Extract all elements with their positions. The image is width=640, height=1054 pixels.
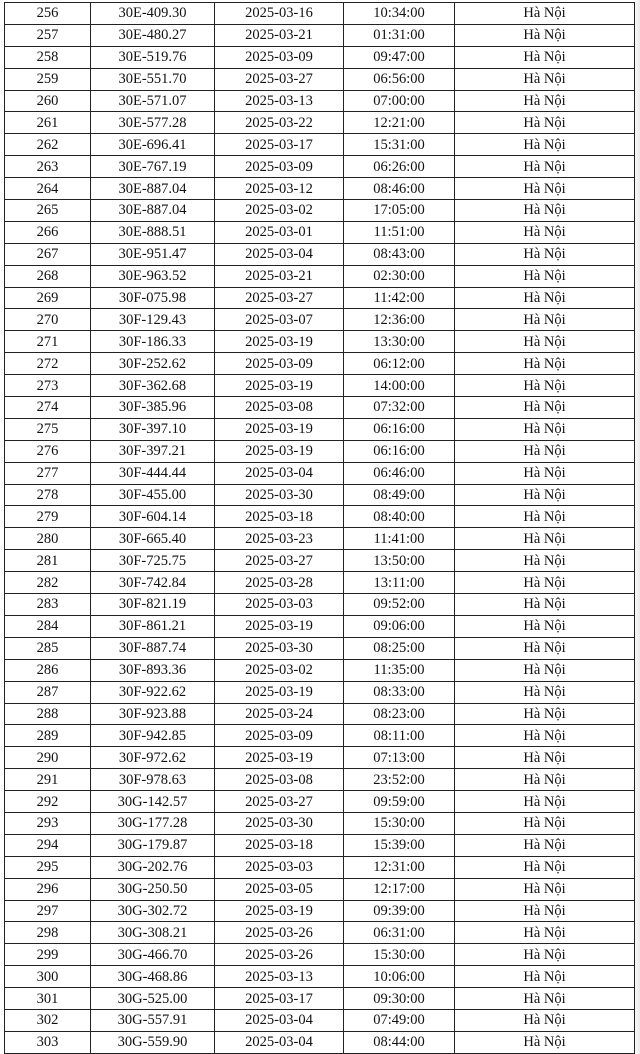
plate-cell: 30G-525.00	[91, 988, 215, 1010]
plate-cell: 30G-308.21	[91, 922, 215, 944]
location-cell: Hà Nội	[455, 900, 635, 922]
location-cell: Hà Nội	[455, 3, 635, 25]
plate-cell: 30F-129.43	[91, 309, 215, 331]
plate-cell: 30E-887.04	[91, 200, 215, 222]
table-row	[5, 68, 635, 90]
location-cell: Hà Nội	[455, 659, 635, 681]
date-cell: 2025-03-08	[215, 769, 344, 791]
time-cell: 09:59:00	[344, 791, 455, 813]
date-cell: 2025-03-09	[215, 46, 344, 68]
plate-cell: 30E-951.47	[91, 243, 215, 265]
plate-cell: 30F-922.62	[91, 681, 215, 703]
time-cell: 07:49:00	[344, 1009, 455, 1031]
location-cell: Hà Nội	[455, 506, 635, 528]
date-cell: 2025-03-30	[215, 484, 344, 506]
row-number-cell: 263	[5, 156, 91, 178]
date-cell: 2025-03-19	[215, 900, 344, 922]
date-cell: 2025-03-18	[215, 506, 344, 528]
time-cell: 09:52:00	[344, 594, 455, 616]
plate-cell: 30E-519.76	[91, 46, 215, 68]
plate-cell: 30G-179.87	[91, 834, 215, 856]
table-row	[5, 506, 635, 528]
time-cell: 06:16:00	[344, 418, 455, 440]
plate-cell: 30F-444.44	[91, 462, 215, 484]
table-row	[5, 1031, 635, 1053]
time-cell: 08:40:00	[344, 506, 455, 528]
row-number-cell: 297	[5, 900, 91, 922]
date-cell: 2025-03-03	[215, 594, 344, 616]
date-cell: 2025-03-27	[215, 550, 344, 572]
row-number-cell: 270	[5, 309, 91, 331]
location-cell: Hà Nội	[455, 615, 635, 637]
row-number-cell: 277	[5, 462, 91, 484]
table-row	[5, 856, 635, 878]
date-cell: 2025-03-22	[215, 112, 344, 134]
location-cell: Hà Nội	[455, 331, 635, 353]
date-cell: 2025-03-02	[215, 200, 344, 222]
date-cell: 2025-03-03	[215, 856, 344, 878]
date-cell: 2025-03-27	[215, 287, 344, 309]
plate-cell: 30E-480.27	[91, 24, 215, 46]
date-cell: 2025-03-01	[215, 221, 344, 243]
location-cell: Hà Nội	[455, 922, 635, 944]
plate-cell: 30E-577.28	[91, 112, 215, 134]
table-row	[5, 156, 635, 178]
table-row	[5, 594, 635, 616]
table-row	[5, 243, 635, 265]
row-number-cell: 275	[5, 418, 91, 440]
time-cell: 09:47:00	[344, 46, 455, 68]
table-row	[5, 440, 635, 462]
location-cell: Hà Nội	[455, 834, 635, 856]
location-cell: Hà Nội	[455, 309, 635, 331]
location-cell: Hà Nội	[455, 812, 635, 834]
date-cell: 2025-03-04	[215, 1031, 344, 1053]
location-cell: Hà Nội	[455, 1009, 635, 1031]
plate-cell: 30E-551.70	[91, 68, 215, 90]
table-row	[5, 659, 635, 681]
plate-cell: 30G-250.50	[91, 878, 215, 900]
table-row	[5, 703, 635, 725]
row-number-cell: 278	[5, 484, 91, 506]
table-row	[5, 375, 635, 397]
row-number-cell: 268	[5, 265, 91, 287]
table-row	[5, 90, 635, 112]
date-cell: 2025-03-04	[215, 1009, 344, 1031]
time-cell: 11:35:00	[344, 659, 455, 681]
plate-cell: 30F-362.68	[91, 375, 215, 397]
time-cell: 06:31:00	[344, 922, 455, 944]
table-row	[5, 178, 635, 200]
location-cell: Hà Nội	[455, 156, 635, 178]
time-cell: 06:56:00	[344, 68, 455, 90]
location-cell: Hà Nội	[455, 1031, 635, 1053]
location-cell: Hà Nội	[455, 68, 635, 90]
location-cell: Hà Nội	[455, 528, 635, 550]
row-number-cell: 256	[5, 3, 91, 25]
time-cell: 09:39:00	[344, 900, 455, 922]
date-cell: 2025-03-04	[215, 243, 344, 265]
time-cell: 11:51:00	[344, 221, 455, 243]
plate-cell: 30F-252.62	[91, 353, 215, 375]
violations-table	[4, 2, 635, 1054]
date-cell: 2025-03-19	[215, 681, 344, 703]
location-cell: Hà Nội	[455, 134, 635, 156]
row-number-cell: 292	[5, 791, 91, 813]
plate-cell: 30G-557.91	[91, 1009, 215, 1031]
location-cell: Hà Nội	[455, 703, 635, 725]
date-cell: 2025-03-09	[215, 353, 344, 375]
time-cell: 09:06:00	[344, 615, 455, 637]
row-number-cell: 257	[5, 24, 91, 46]
date-cell: 2025-03-26	[215, 922, 344, 944]
location-cell: Hà Nội	[455, 856, 635, 878]
row-number-cell: 285	[5, 637, 91, 659]
row-number-cell: 302	[5, 1009, 91, 1031]
time-cell: 08:43:00	[344, 243, 455, 265]
date-cell: 2025-03-30	[215, 637, 344, 659]
location-cell: Hà Nội	[455, 769, 635, 791]
plate-cell: 30E-887.04	[91, 178, 215, 200]
date-cell: 2025-03-23	[215, 528, 344, 550]
table-row	[5, 462, 635, 484]
date-cell: 2025-03-16	[215, 3, 344, 25]
location-cell: Hà Nội	[455, 24, 635, 46]
table-row	[5, 769, 635, 791]
row-number-cell: 267	[5, 243, 91, 265]
table-row	[5, 812, 635, 834]
location-cell: Hà Nội	[455, 966, 635, 988]
location-cell: Hà Nội	[455, 594, 635, 616]
row-number-cell: 264	[5, 178, 91, 200]
table-row	[5, 615, 635, 637]
table-row	[5, 309, 635, 331]
plate-cell: 30E-571.07	[91, 90, 215, 112]
plate-cell: 30F-397.10	[91, 418, 215, 440]
date-cell: 2025-03-24	[215, 703, 344, 725]
plate-cell: 30F-604.14	[91, 506, 215, 528]
location-cell: Hà Nội	[455, 462, 635, 484]
location-cell: Hà Nội	[455, 681, 635, 703]
time-cell: 15:30:00	[344, 944, 455, 966]
location-cell: Hà Nội	[455, 353, 635, 375]
row-number-cell: 291	[5, 769, 91, 791]
table-row	[5, 922, 635, 944]
location-cell: Hà Nội	[455, 375, 635, 397]
location-cell: Hà Nội	[455, 878, 635, 900]
table-row	[5, 112, 635, 134]
table-row	[5, 484, 635, 506]
time-cell: 06:26:00	[344, 156, 455, 178]
location-cell: Hà Nội	[455, 747, 635, 769]
row-number-cell: 279	[5, 506, 91, 528]
plate-cell: 30G-177.28	[91, 812, 215, 834]
time-cell: 12:21:00	[344, 112, 455, 134]
location-cell: Hà Nội	[455, 484, 635, 506]
date-cell: 2025-03-12	[215, 178, 344, 200]
time-cell: 08:46:00	[344, 178, 455, 200]
row-number-cell: 261	[5, 112, 91, 134]
location-cell: Hà Nội	[455, 397, 635, 419]
time-cell: 01:31:00	[344, 24, 455, 46]
table-row	[5, 725, 635, 747]
location-cell: Hà Nội	[455, 440, 635, 462]
date-cell: 2025-03-19	[215, 747, 344, 769]
row-number-cell: 300	[5, 966, 91, 988]
time-cell: 12:31:00	[344, 856, 455, 878]
plate-cell: 30F-978.63	[91, 769, 215, 791]
table-row	[5, 265, 635, 287]
table-row	[5, 791, 635, 813]
row-number-cell: 258	[5, 46, 91, 68]
table-row	[5, 331, 635, 353]
row-number-cell: 274	[5, 397, 91, 419]
plate-cell: 30E-696.41	[91, 134, 215, 156]
time-cell: 13:11:00	[344, 572, 455, 594]
row-number-cell: 262	[5, 134, 91, 156]
time-cell: 08:44:00	[344, 1031, 455, 1053]
plate-cell: 30F-742.84	[91, 572, 215, 594]
table-row	[5, 287, 635, 309]
row-number-cell: 287	[5, 681, 91, 703]
plate-cell: 30G-466.70	[91, 944, 215, 966]
time-cell: 10:34:00	[344, 3, 455, 25]
row-number-cell: 295	[5, 856, 91, 878]
time-cell: 15:30:00	[344, 812, 455, 834]
date-cell: 2025-03-09	[215, 725, 344, 747]
row-number-cell: 301	[5, 988, 91, 1010]
date-cell: 2025-03-30	[215, 812, 344, 834]
time-cell: 15:31:00	[344, 134, 455, 156]
row-number-cell: 296	[5, 878, 91, 900]
location-cell: Hà Nội	[455, 944, 635, 966]
table-row	[5, 353, 635, 375]
location-cell: Hà Nội	[455, 46, 635, 68]
location-cell: Hà Nội	[455, 265, 635, 287]
time-cell: 06:12:00	[344, 353, 455, 375]
table-row	[5, 221, 635, 243]
location-cell: Hà Nội	[455, 200, 635, 222]
plate-cell: 30F-397.21	[91, 440, 215, 462]
time-cell: 07:00:00	[344, 90, 455, 112]
location-cell: Hà Nội	[455, 572, 635, 594]
time-cell: 14:00:00	[344, 375, 455, 397]
plate-cell: 30G-302.72	[91, 900, 215, 922]
time-cell: 07:13:00	[344, 747, 455, 769]
date-cell: 2025-03-26	[215, 944, 344, 966]
time-cell: 23:52:00	[344, 769, 455, 791]
plate-cell: 30F-923.88	[91, 703, 215, 725]
table-row	[5, 988, 635, 1010]
table-row	[5, 834, 635, 856]
row-number-cell: 259	[5, 68, 91, 90]
table-row	[5, 637, 635, 659]
date-cell: 2025-03-19	[215, 418, 344, 440]
row-number-cell: 266	[5, 221, 91, 243]
time-cell: 08:49:00	[344, 484, 455, 506]
plate-cell: 30F-455.00	[91, 484, 215, 506]
table-row	[5, 572, 635, 594]
plate-cell: 30F-942.85	[91, 725, 215, 747]
row-number-cell: 273	[5, 375, 91, 397]
location-cell: Hà Nội	[455, 988, 635, 1010]
location-cell: Hà Nội	[455, 243, 635, 265]
plate-cell: 30F-665.40	[91, 528, 215, 550]
location-cell: Hà Nội	[455, 637, 635, 659]
row-number-cell: 276	[5, 440, 91, 462]
row-number-cell: 288	[5, 703, 91, 725]
row-number-cell: 293	[5, 812, 91, 834]
time-cell: 11:42:00	[344, 287, 455, 309]
time-cell: 02:30:00	[344, 265, 455, 287]
row-number-cell: 283	[5, 594, 91, 616]
date-cell: 2025-03-19	[215, 440, 344, 462]
date-cell: 2025-03-13	[215, 966, 344, 988]
row-number-cell: 299	[5, 944, 91, 966]
date-cell: 2025-03-02	[215, 659, 344, 681]
date-cell: 2025-03-27	[215, 68, 344, 90]
plate-cell: 30F-893.36	[91, 659, 215, 681]
location-cell: Hà Nội	[455, 550, 635, 572]
date-cell: 2025-03-19	[215, 615, 344, 637]
row-number-cell: 290	[5, 747, 91, 769]
time-cell: 07:32:00	[344, 397, 455, 419]
time-cell: 11:41:00	[344, 528, 455, 550]
plate-cell: 30F-186.33	[91, 331, 215, 353]
date-cell: 2025-03-07	[215, 309, 344, 331]
plate-cell: 30F-972.62	[91, 747, 215, 769]
plate-cell: 30F-385.96	[91, 397, 215, 419]
location-cell: Hà Nội	[455, 112, 635, 134]
plate-cell: 30E-888.51	[91, 221, 215, 243]
date-cell: 2025-03-19	[215, 331, 344, 353]
time-cell: 08:23:00	[344, 703, 455, 725]
row-number-cell: 260	[5, 90, 91, 112]
table-row	[5, 550, 635, 572]
table-row	[5, 966, 635, 988]
date-cell: 2025-03-17	[215, 988, 344, 1010]
row-number-cell: 282	[5, 572, 91, 594]
table-row	[5, 46, 635, 68]
date-cell: 2025-03-19	[215, 375, 344, 397]
row-number-cell: 269	[5, 287, 91, 309]
plate-cell: 30G-142.57	[91, 791, 215, 813]
location-cell: Hà Nội	[455, 90, 635, 112]
date-cell: 2025-03-08	[215, 397, 344, 419]
time-cell: 06:16:00	[344, 440, 455, 462]
row-number-cell: 294	[5, 834, 91, 856]
location-cell: Hà Nội	[455, 791, 635, 813]
table-row	[5, 397, 635, 419]
table-row	[5, 944, 635, 966]
time-cell: 09:30:00	[344, 988, 455, 1010]
plate-cell: 30E-409.30	[91, 3, 215, 25]
table-row	[5, 1009, 635, 1031]
table-body	[5, 3, 635, 1054]
plate-cell: 30G-468.86	[91, 966, 215, 988]
plate-cell: 30G-202.76	[91, 856, 215, 878]
date-cell: 2025-03-27	[215, 791, 344, 813]
time-cell: 12:17:00	[344, 878, 455, 900]
date-cell: 2025-03-05	[215, 878, 344, 900]
row-number-cell: 280	[5, 528, 91, 550]
table-row	[5, 418, 635, 440]
plate-cell: 30F-861.21	[91, 615, 215, 637]
plate-cell: 30E-963.52	[91, 265, 215, 287]
row-number-cell: 284	[5, 615, 91, 637]
date-cell: 2025-03-18	[215, 834, 344, 856]
row-number-cell: 271	[5, 331, 91, 353]
time-cell: 06:46:00	[344, 462, 455, 484]
plate-cell: 30E-767.19	[91, 156, 215, 178]
time-cell: 13:50:00	[344, 550, 455, 572]
time-cell: 15:39:00	[344, 834, 455, 856]
date-cell: 2025-03-04	[215, 462, 344, 484]
plate-cell: 30F-075.98	[91, 287, 215, 309]
plate-cell: 30F-725.75	[91, 550, 215, 572]
location-cell: Hà Nội	[455, 725, 635, 747]
time-cell: 08:33:00	[344, 681, 455, 703]
time-cell: 17:05:00	[344, 200, 455, 222]
row-number-cell: 289	[5, 725, 91, 747]
location-cell: Hà Nội	[455, 287, 635, 309]
time-cell: 08:25:00	[344, 637, 455, 659]
date-cell: 2025-03-13	[215, 90, 344, 112]
location-cell: Hà Nội	[455, 418, 635, 440]
time-cell: 08:11:00	[344, 725, 455, 747]
table-row	[5, 24, 635, 46]
date-cell: 2025-03-28	[215, 572, 344, 594]
table-row	[5, 681, 635, 703]
date-cell: 2025-03-21	[215, 24, 344, 46]
row-number-cell: 286	[5, 659, 91, 681]
row-number-cell: 281	[5, 550, 91, 572]
date-cell: 2025-03-21	[215, 265, 344, 287]
table-row	[5, 3, 635, 25]
row-number-cell: 298	[5, 922, 91, 944]
row-number-cell: 303	[5, 1031, 91, 1053]
date-cell: 2025-03-17	[215, 134, 344, 156]
plate-cell: 30G-559.90	[91, 1031, 215, 1053]
plate-cell: 30F-887.74	[91, 637, 215, 659]
row-number-cell: 272	[5, 353, 91, 375]
row-number-cell: 265	[5, 200, 91, 222]
table-row	[5, 134, 635, 156]
table-row	[5, 200, 635, 222]
table-row	[5, 528, 635, 550]
table-row	[5, 878, 635, 900]
table-row	[5, 747, 635, 769]
time-cell: 12:36:00	[344, 309, 455, 331]
date-cell: 2025-03-09	[215, 156, 344, 178]
table-row	[5, 900, 635, 922]
plate-cell: 30F-821.19	[91, 594, 215, 616]
location-cell: Hà Nội	[455, 221, 635, 243]
time-cell: 13:30:00	[344, 331, 455, 353]
location-cell: Hà Nội	[455, 178, 635, 200]
time-cell: 10:06:00	[344, 966, 455, 988]
